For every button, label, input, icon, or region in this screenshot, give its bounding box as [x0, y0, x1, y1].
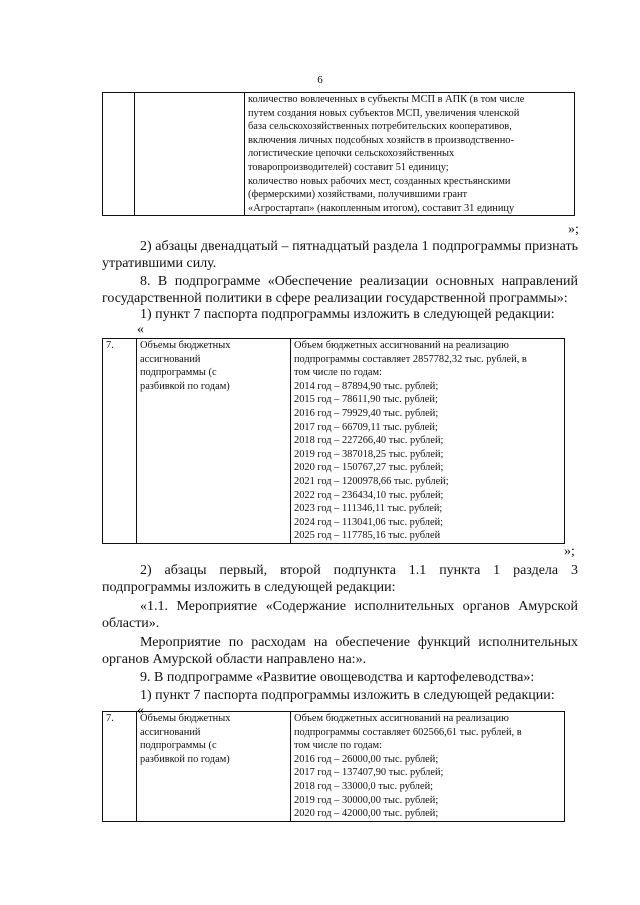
table-line: количество новых рабочих мест, созданных крестьянскими: [248, 175, 511, 187]
table-continuation: [102, 92, 575, 216]
table-line: том числе по годам:: [294, 367, 382, 379]
table-line: логистические цепочки сельскохозяйственных: [248, 148, 455, 160]
table-budget-9: [102, 711, 565, 822]
table-line: 2023 год – 111346,11 тыс. рублей;: [294, 503, 443, 515]
label-line: разбивкой по годам): [140, 380, 230, 392]
table-cell-number: [103, 93, 135, 216]
label-line: подпрограммы (с: [140, 740, 217, 752]
table-line: база сельскохозяйственных потребительских кооперативов,: [248, 121, 512, 133]
table-cell-content: [245, 93, 575, 216]
measure-paragraph-line1: Мероприятие по расходам на обеспечение функций исполнительных: [140, 635, 578, 650]
table-cell-number: 7.: [103, 712, 137, 822]
table-line: (фермерскими) хозяйствами, получившими грант: [248, 189, 468, 201]
paragraph-8-item2-line2: подпрограммы изложить в следующей редакции:: [102, 580, 396, 595]
table-line: 2020 год – 42000,00 тыс. рублей;: [294, 808, 439, 820]
table-cell-label: [135, 93, 245, 216]
table-line: 2024 год – 113041,06 тыс. рублей;: [294, 516, 444, 528]
label-line: ассигнований: [140, 726, 201, 738]
paragraph-8-line1: 8. В подпрограмме «Обеспечение реализации основных направлений: [140, 274, 578, 289]
table-cell-label: [137, 712, 291, 822]
label-line: Объемы бюджетных: [140, 340, 231, 351]
table-line: 2021 год – 1200978,66 тыс. рублей;: [294, 475, 449, 487]
table-line: 2019 год – 30000,00 тыс. рублей;: [294, 794, 439, 806]
table-line: том числе по годам:: [294, 740, 382, 752]
label-line: подпрограммы (с: [140, 367, 217, 379]
table-line: 2019 год – 387018,25 тыс. рублей;: [294, 448, 444, 460]
table-cell-number: 7.: [103, 339, 137, 544]
label-line: ассигнований: [140, 353, 201, 365]
table-cell-content: [291, 339, 565, 544]
table-line: количество вовлеченных в субъекты МСП в АПК (в том числе: [248, 94, 525, 105]
paragraph-8-item1: 1) пункт 7 паспорта подпрограммы изложить в следующей редакции:: [140, 307, 555, 322]
table-budget-8: [102, 338, 565, 544]
paragraph-9: 9. В подпрограмме «Развитие овощеводства и картофелеводства»:: [140, 670, 535, 685]
paragraph-8-line2: государственной политики в сфере реализации государственной программы»:: [102, 291, 568, 306]
table-line: 2022 год – 236434,10 тыс. рублей;: [294, 489, 444, 501]
table-line: Объем бюджетных ассигнований на реализацию: [294, 340, 509, 351]
table-line: 2017 год – 137407,90 тыс. рублей;: [294, 767, 444, 779]
table-line: 2018 год – 227266,40 тыс. рублей;: [294, 435, 444, 447]
table-line: 2017 год – 66709,11 тыс. рублей;: [294, 421, 438, 433]
table-line: Объем бюджетных ассигнований на реализацию: [294, 713, 509, 724]
opening-quote: «: [137, 703, 144, 718]
quote-1-1-line2: области».: [102, 616, 160, 631]
label-line: Объемы бюджетных: [140, 713, 231, 724]
table-cell-label: [137, 339, 291, 544]
page-number: 6: [317, 74, 323, 86]
table-line: 2015 год – 78611,90 тыс. рублей;: [294, 394, 438, 406]
table-line: подпрограммы составляет 602566,61 тыс. рублей, в: [294, 726, 522, 738]
table-line: 2016 год – 79929,40 тыс. рублей;: [294, 407, 439, 419]
table-line: включения личных подсобных хозяйств в производственно-: [248, 134, 514, 146]
table-line: подпрограммы составляет 2857782,32 тыс. рублей, в: [294, 353, 527, 365]
table-line: 2018 год – 33000,0 тыс. рублей;: [294, 780, 434, 792]
table-cell-content: [291, 712, 565, 822]
measure-paragraph-line2: органов Амурской области направлено на:».: [102, 652, 367, 667]
table-line: «Агростартап» (накопленным итогом), составит 31 единицу: [248, 202, 515, 214]
table-line: путем создания новых субъектов МСП, увеличения членской: [248, 107, 520, 119]
paragraph-8-item2-line1: 2) абзацы первый, второй подпункта 1.1 пункта 1 раздела 3: [140, 563, 578, 578]
table-line: 2020 год – 150767,27 тыс. рублей;: [294, 462, 444, 474]
closing-quote: »;: [564, 544, 575, 559]
paragraph-2-line1: 2) абзацы двенадцатый – пятнадцатый раздела 1 подпрограммы признать: [140, 239, 578, 254]
paragraph-2-line2: утратившими силу.: [102, 256, 217, 271]
paragraph-9-item1: 1) пункт 7 паспорта подпрограммы изложить в следующей редакции:: [140, 688, 555, 703]
table-line: 2016 год – 26000,00 тыс. рублей;: [294, 753, 439, 765]
table-line: 2025 год – 117785,16 тыс. рублей: [294, 530, 441, 542]
table-line: 2014 год – 87894,90 тыс. рублей;: [294, 380, 439, 392]
closing-quote: »;: [568, 222, 579, 237]
opening-quote: «: [137, 322, 144, 337]
table-line: товаропроизводителей) составит 51 единицу;: [248, 161, 449, 173]
label-line: разбивкой по годам): [140, 753, 230, 765]
quote-1-1-line1: «1.1. Мероприятие «Содержание исполнительных органов Амурской: [140, 599, 578, 614]
